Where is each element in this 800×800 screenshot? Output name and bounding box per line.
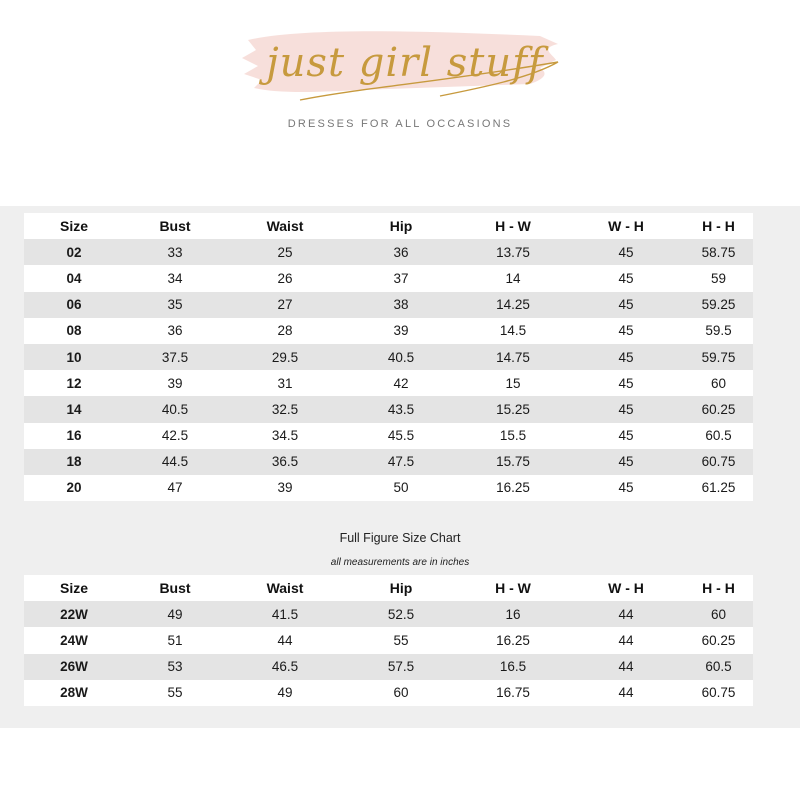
measurement-cell: 16: [505, 606, 521, 622]
measurement-cell: 45: [618, 454, 634, 470]
measurement-cell: 46.5: [271, 659, 299, 675]
measurement-cell: 42: [393, 375, 409, 391]
table-row: [24, 475, 753, 501]
measurement-cell: 31: [277, 375, 293, 391]
measurement-cell: 60: [710, 375, 727, 391]
size-cell: 12: [66, 375, 82, 391]
size-cell: 26W: [60, 659, 88, 675]
measurement-cell: 57.5: [387, 659, 415, 675]
column-header: H - W: [495, 218, 531, 235]
measurement-cell: 52.5: [387, 606, 415, 622]
table-row: [24, 680, 753, 706]
measurement-cell: 45: [618, 244, 634, 260]
measurement-cell: 36: [393, 244, 409, 260]
measurement-cell: 60.75: [701, 454, 736, 470]
measurement-cell: 60.25: [701, 632, 736, 648]
measurement-cell: 44: [277, 632, 293, 648]
measurement-cell: 14.25: [496, 297, 530, 313]
measurement-cell: 55: [393, 632, 409, 648]
measurement-cell: 45: [618, 401, 634, 417]
measurement-cell: 60.75: [701, 685, 736, 701]
measurement-cell: 59: [710, 270, 727, 286]
column-header: Hip: [389, 580, 413, 597]
column-header: H - W: [495, 580, 531, 597]
measurement-cell: 38: [393, 297, 409, 313]
measurement-cell: 58.75: [701, 244, 736, 260]
measurement-cell: 15.5: [499, 428, 527, 444]
measurement-cell: 60: [710, 606, 727, 622]
measurement-cell: 59.5: [705, 323, 732, 339]
measurement-cell: 16.75: [496, 685, 530, 701]
table-row: [24, 265, 753, 291]
size-cell: 24W: [60, 632, 88, 648]
column-header: Waist: [266, 218, 304, 235]
measurement-cell: 16.5: [499, 659, 527, 675]
measurement-cell: 49: [167, 606, 183, 622]
measurement-cell: 44: [618, 685, 634, 701]
measurement-cell: 61.25: [701, 480, 736, 496]
brand-tagline: DRESSES FOR ALL OCCASIONS: [287, 118, 513, 130]
measurement-cell: 15.25: [496, 401, 530, 417]
table-header-row: [24, 213, 753, 239]
column-header: W - H: [608, 218, 644, 235]
column-header: H - H: [702, 580, 735, 597]
measurement-cell: 40.5: [387, 349, 415, 365]
measurement-cell: 15.75: [496, 454, 530, 470]
measurement-cell: 44: [618, 632, 634, 648]
measurement-cell: 28: [277, 323, 293, 339]
measurement-cell: 49: [277, 685, 293, 701]
table-row: [24, 423, 753, 449]
table-row: [24, 370, 753, 396]
measurement-cell: 51: [167, 632, 183, 648]
table-row: [24, 396, 753, 422]
full-figure-title: Full Figure Size Chart: [339, 531, 461, 545]
measurement-cell: 14.75: [496, 349, 530, 365]
measurement-cell: 60.5: [705, 428, 732, 444]
measurement-cell: 47.5: [387, 454, 415, 470]
measurement-cell: 37.5: [161, 349, 189, 365]
measurement-cell: 29.5: [271, 349, 299, 365]
measurement-cell: 45: [618, 297, 634, 313]
measurement-cell: 45: [618, 270, 634, 286]
measurement-cell: 37: [393, 270, 409, 286]
table-row: [24, 654, 753, 680]
size-cell: 10: [66, 349, 82, 365]
column-header: Size: [59, 218, 88, 235]
measurement-cell: 44.5: [161, 454, 189, 470]
measurement-cell: 16.25: [496, 632, 530, 648]
column-header: Bust: [159, 218, 191, 235]
measurement-cell: 44: [618, 659, 634, 675]
column-header: Size: [59, 580, 88, 597]
measurement-cell: 39: [393, 323, 409, 339]
measurement-cell: 59.75: [701, 349, 736, 365]
measurement-cell: 15: [505, 375, 521, 391]
measurement-cell: 39: [277, 480, 293, 496]
measurement-cell: 45: [618, 375, 634, 391]
measurement-cell: 53: [167, 659, 183, 675]
brand-logo-artwork: [240, 18, 570, 118]
measurement-cell: 43.5: [387, 401, 415, 417]
column-header: Hip: [389, 218, 413, 235]
size-cell: 20: [66, 480, 82, 496]
measurement-cell: 25: [277, 244, 293, 260]
measurement-cell: 60.5: [705, 659, 732, 675]
column-header: Bust: [159, 580, 191, 597]
table-row: [24, 601, 753, 627]
table-header-row: [24, 575, 753, 601]
measurement-cell: 45: [618, 323, 634, 339]
size-cell: 02: [66, 244, 82, 260]
measurement-cell: 33: [167, 244, 183, 260]
measurement-cell: 34.5: [271, 428, 299, 444]
table-row: [24, 318, 753, 344]
measurement-cell: 47: [167, 480, 183, 496]
size-cell: 08: [66, 323, 82, 339]
measurement-cell: 45: [618, 349, 634, 365]
measurement-cell: 59.25: [701, 297, 736, 313]
measurement-cell: 45: [618, 480, 634, 496]
size-cell: 06: [66, 297, 82, 313]
size-cell: 22W: [60, 606, 88, 622]
brand-logo: [0, 0, 800, 150]
measurement-note: all measurements are in inches: [330, 557, 470, 568]
table-row: [24, 449, 753, 475]
measurement-cell: 41.5: [271, 606, 299, 622]
full-figure-size-table: [24, 575, 753, 706]
measurement-cell: 14.5: [499, 323, 527, 339]
size-cell: 16: [66, 428, 82, 444]
size-cell: 18: [66, 454, 82, 470]
measurement-cell: 39: [167, 375, 183, 391]
measurement-cell: 44: [618, 606, 634, 622]
measurement-cell: 32.5: [271, 401, 299, 417]
measurement-cell: 13.75: [496, 244, 530, 260]
table-row: [24, 344, 753, 370]
measurement-cell: 16.25: [496, 480, 530, 496]
measurement-cell: 34: [167, 270, 183, 286]
column-header: H - H: [702, 218, 735, 235]
table-row: [24, 239, 753, 265]
measurement-cell: 36.5: [271, 454, 299, 470]
size-cell: 04: [66, 270, 82, 286]
measurement-cell: 27: [277, 297, 293, 313]
measurement-cell: 45.5: [387, 428, 415, 444]
measurement-cell: 42.5: [161, 428, 189, 444]
table-row: [24, 292, 753, 318]
measurement-cell: 40.5: [161, 401, 189, 417]
regular-size-table: [24, 213, 753, 501]
measurement-cell: 35: [167, 297, 183, 313]
measurement-cell: 14: [505, 270, 521, 286]
measurement-cell: 50: [393, 480, 409, 496]
measurement-cell: 45: [618, 428, 634, 444]
size-cell: 14: [66, 401, 82, 417]
table-row: [24, 627, 753, 653]
measurement-cell: 60: [393, 685, 409, 701]
size-cell: 28W: [60, 685, 88, 701]
column-header: Waist: [266, 580, 304, 597]
measurement-cell: 55: [167, 685, 183, 701]
brand-name-script: just girl stuff: [266, 40, 544, 86]
column-header: W - H: [608, 580, 644, 597]
measurement-cell: 26: [277, 270, 293, 286]
measurement-cell: 36: [167, 323, 183, 339]
measurement-cell: 60.25: [701, 401, 736, 417]
